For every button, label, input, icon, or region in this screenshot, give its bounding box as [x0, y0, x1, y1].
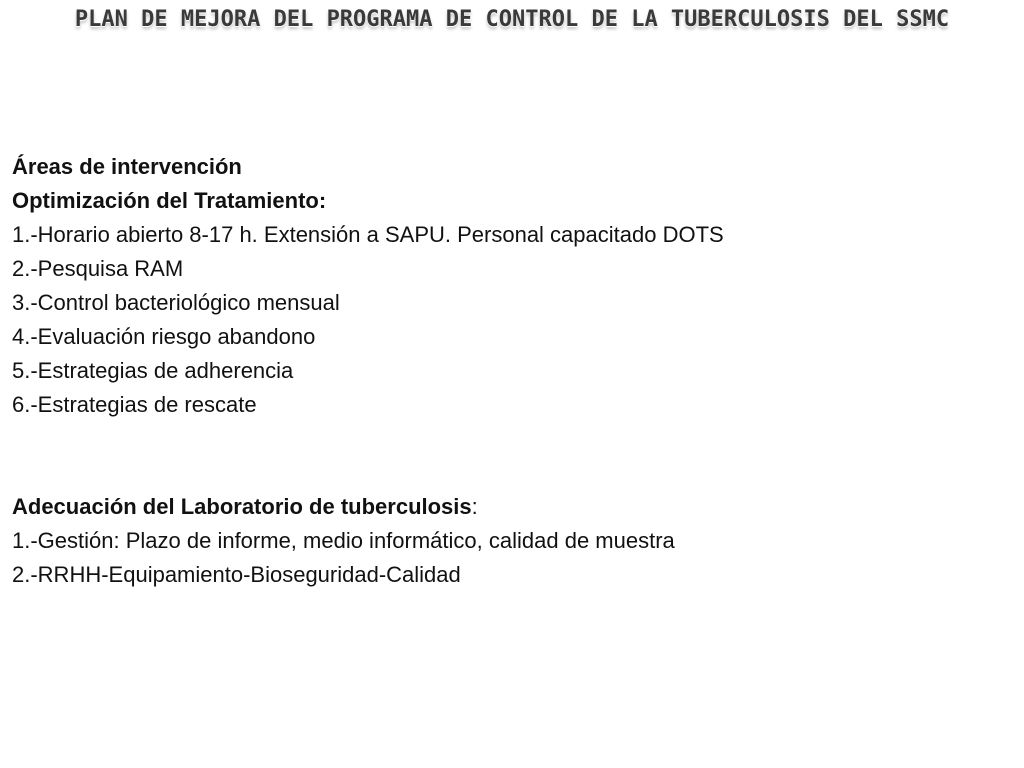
treatment-item-1: 1.-Horario abierto 8-17 h. Extensión a SAPU. Personal capacitado DOTS — [12, 222, 724, 247]
treatment-heading: Optimización del Tratamiento: — [12, 188, 327, 213]
treatment-item-4: 4.-Evaluación riesgo abandono — [12, 324, 316, 349]
slide-title: PLAN DE MEJORA DEL PROGRAMA DE CONTROL DE LA TUBERCULOSIS DEL SSMC — [74, 7, 950, 32]
laboratory-heading-line — [12, 490, 1012, 524]
treatment-item-3: 3.-Control bacteriológico mensual — [12, 290, 340, 315]
section-spacer — [12, 422, 1012, 490]
treatment-item-2: 2.-Pesquisa RAM — [12, 256, 184, 281]
laboratory-heading: Adecuación del Laboratorio de tuberculosis — [12, 494, 472, 519]
section-heading: Áreas de intervención — [12, 154, 242, 179]
treatment-item-5: 5.-Estrategias de adherencia — [12, 358, 294, 383]
laboratory-item-2: 2.-RRHH-Equipamiento-Bioseguridad-Calidad — [12, 562, 461, 587]
slide-body — [12, 150, 1012, 592]
treatment-item-6: 6.-Estrategias de rescate — [12, 392, 257, 417]
laboratory-heading-suffix: : — [471, 494, 478, 519]
laboratory-item-1: 1.-Gestión: Plazo de informe, medio informático, calidad de muestra — [12, 528, 675, 553]
